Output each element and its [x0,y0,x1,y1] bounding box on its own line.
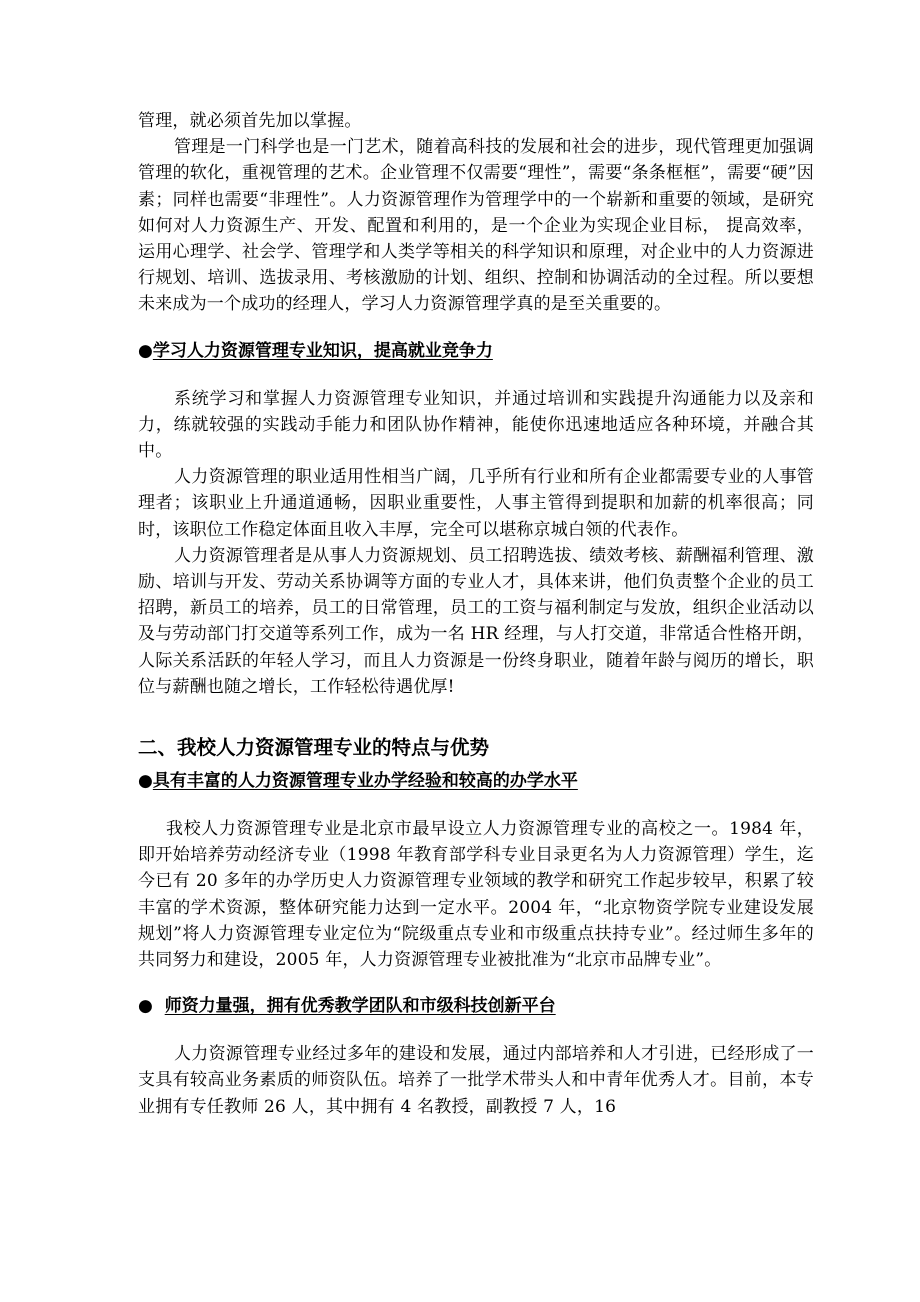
body-paragraph-faculty: 人力资源管理专业经过多年的建设和发展，通过内部培养和人才引进，已经形成了一支具有较高业务素质的师资队伍。培养了一批学术带头人和中青年优秀人才。目前，本专业拥有专任教师 26 人，其中拥有 4 名教授，副教授 7 人，16 [138,1044,814,1117]
section-heading-advantages: 二、我校人力资源管理专业的特点与优势 [138,736,490,760]
body-paragraph-history: 我校人力资源管理专业是北京市最早设立人力资源管理专业的高校之一。1984 年，即开始培养劳动经济专业（1998 年教育部学科专业目录更名为人力资源管理）学生，迄今已有 20 多年的办学历史人力资源管理专业领域的教学和研究工作起步较早，积累了较丰富的学术资源，整体研究能力达到一定水平。2004 年，“北京物资学院专业建设发展规划”将人力资源管理专业定位为“院级重点专业和市级重点扶持专业”。经过师生多年的共同努力和建设，2005 年，人力资源管理专业被批准为“北京市品牌专业”。 [138,819,814,971]
bullet-marker: ● [138,340,153,361]
intro-paragraph: 管理是一门科学也是一门艺术，随着高科技的发展和社会的进步，现代管理更加强调管理的软化，重视管理的艺术。企业管理不仅需要“理性”，需要“条条框框”，需要“硬”因素；同样也需要“非理性”。人力资源管理作为管理学中的一个崭新和重要的领域，是研究如何对人力资源生产、开发、配置和利用的，是一个企业为实现企业目标， 提高效率， 运用心理学、社会学、管理学和人类学等相关的科学知识和原理，对企业中的人力资源进行规划、培训、选拔录用、考核激励的计划、组织、控制和协调活动的全过程。所以要想未来成为一个成功的经理人，学习人力资源管理学真的是至关重要的。 [138,137,814,315]
body-paragraph-career: 人力资源管理的职业适用性相当广阔，几乎所有行业和所有企业都需要专业的人事管理者；该职业上升通道通畅，因职业重要性，人事主管得到提职和加薪的机率很高；同时，该职位工作稳定体面且收入丰厚，完全可以堪称京城白领的代表作。 [138,467,814,540]
bullet-heading-experience [138,768,814,794]
bullet-marker: ● [138,771,153,792]
body-paragraph-skills: 系统学习和掌握人力资源管理专业知识，并通过培训和实践提升沟通能力以及亲和力，练就较强的实践动手能力和团队协作精神，能使你迅速地适应各种环境，并融合其中。 [138,388,814,462]
bullet-heading-employment [138,338,814,364]
body-paragraph-hr-role: 人力资源管理者是从事人力资源规划、员工招聘选拔、绩效考核、薪酬福利管理、激励、培训与开发、劳动关系协调等方面的专业人才，具体来讲，他们负责整个企业的员工招聘，新员工的培养，员工的日常管理，员工的工资与福利制定与发放，组织企业活动以及与劳动部门打交道等系列工作，成为一名 HR 经理，与人打交道，非常适合性格开朗，人际关系活跃的年轻人学习，而且人力资源是一份终身职业，随着年龄与阅历的增长，职位与薪酬也随之增长，工作轻松待遇优厚! [138,545,814,697]
bullet-heading-text: 学习人力资源管理专业知识，提高就业竞争力 [152,340,493,361]
bullet-heading-faculty [138,993,814,1019]
bullet-marker: ● [138,996,153,1017]
bullet-heading-text: 具有丰富的人力资源管理专业办学经验和较高的办学水平 [152,771,578,792]
intro-fragment: 管理，就必须首先加以掌握。 [138,111,362,131]
bullet-heading-text: 师资力量强，拥有优秀教学团队和市级科技创新平台 [164,996,556,1017]
